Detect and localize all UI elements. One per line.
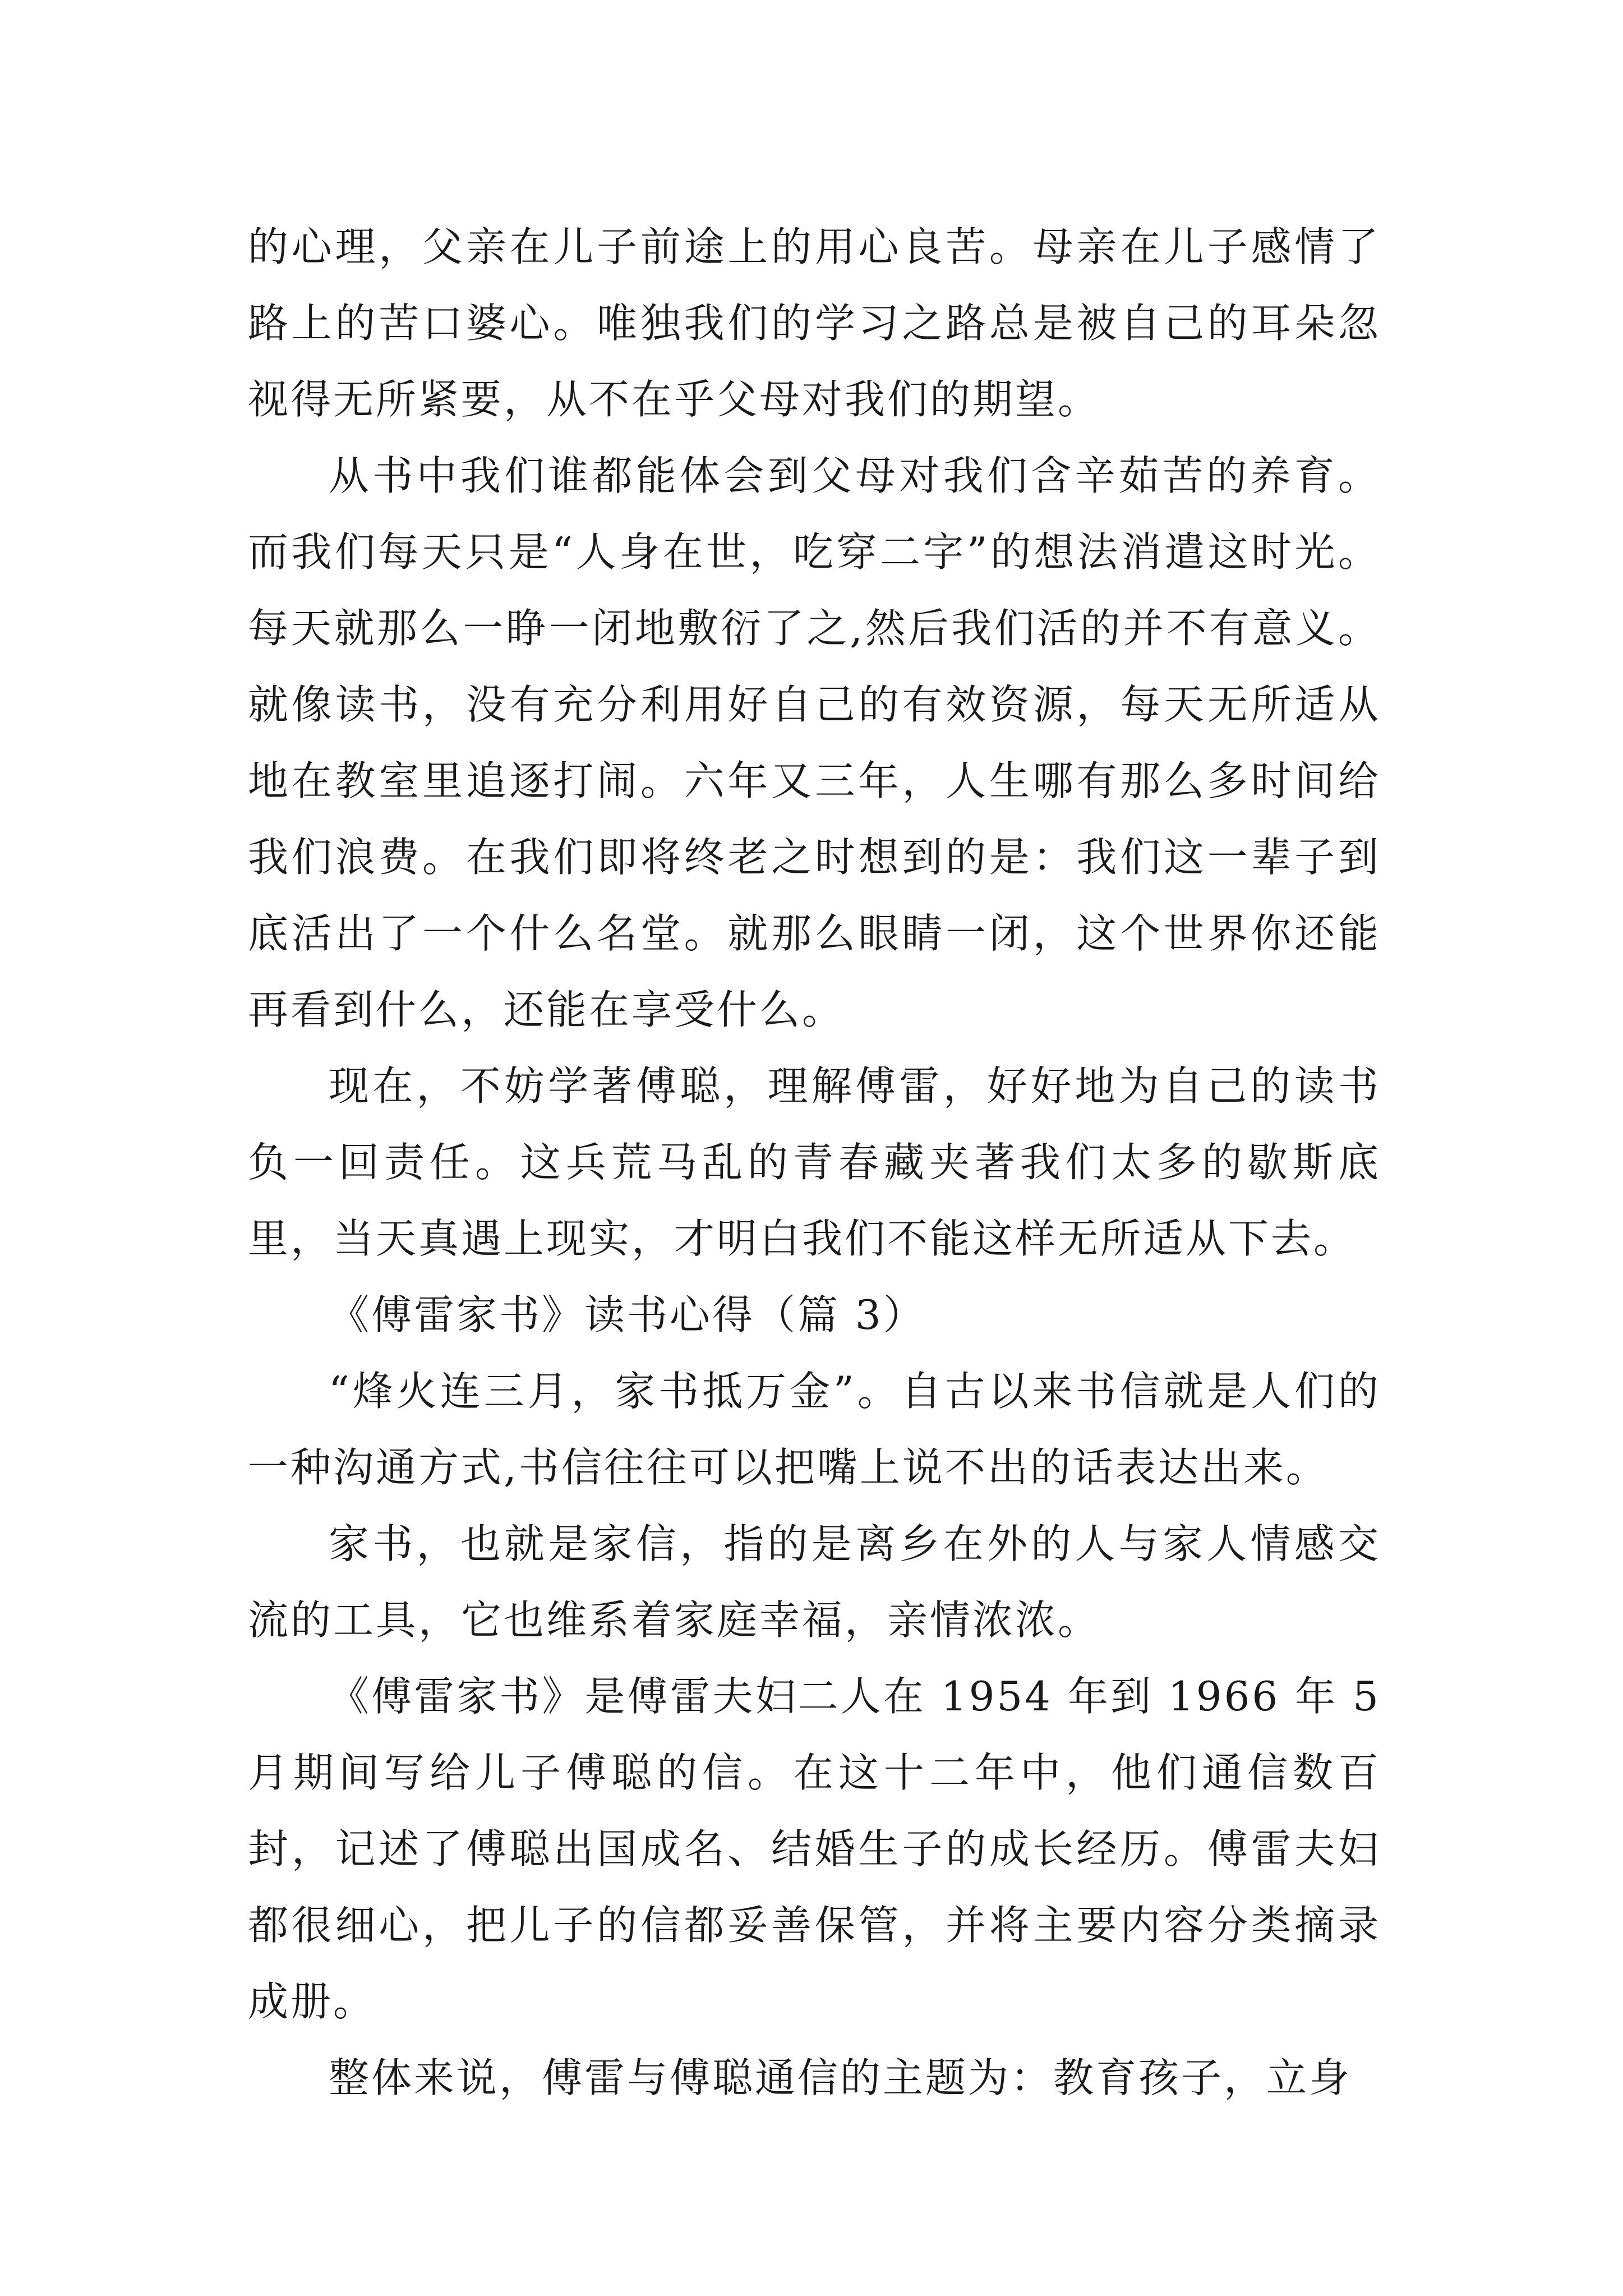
paragraph-6: 《傅雷家书》是傅雷夫妇二人在 1954 年到 1966 年 5 月期间写给儿子傅聪的信。在这十二年中，他们通信数百封，记述了傅聪出国成名、结婚生子的成长经历。傅雷夫妇都很细心，把儿子的信都妥善保管，并将主要内容分类摘录成册。 (248, 1673, 1381, 2025)
document-body (248, 209, 1381, 2116)
paragraph-4: “烽火连三月，家书抵万金”。自古以来书信就是人们的一种沟通方式,书信往往可以把嘴上说不出的话表达出来。 (248, 1368, 1381, 1491)
paragraph-5: 家书，也就是家信，指的是离乡在外的人与家人情感交流的工具，它也维系着家庭幸福，亲情浓浓。 (248, 1520, 1381, 1644)
paragraph-3: 现在，不妨学著傅聪，理解傅雷，好好地为自己的读书负一回责任。这兵荒马乱的青春藏夹著我们太多的歇斯底里，当天真遇上现实，才明白我们不能这样无所适从下去。 (248, 1062, 1381, 1262)
paragraph-7: 整体来说，傅雷与傅聪通信的主题为：教育孩子，立身 (329, 2054, 1352, 2101)
paragraph-1: 的心理，父亲在儿子前途上的用心良苦。母亲在儿子感情了路上的苦口婆心。唯独我们的学习之路总是被自己的耳朵忽视得无所紧要，从不在乎父母对我们的期望。 (248, 223, 1381, 423)
paragraph-2: 从书中我们谁都能体会到父母对我们含辛茹苦的养育。而我们每天只是“人身在世，吃穿二字”的想法消遣这时光。每天就那么一睁一闭地敷衍了之,然后我们活的并不有意义。就像读书，没有充分利用好自己的有效资源，每天无所适从地在教室里追逐打闹。六年又三年，人生哪有那么多时间给我们浪费。在我们即将终老之时想到的是：我们这一辈子到底活出了一个什么名堂。就那么眼睛一闭，这个世界你还能再看到什么，还能在享受什么。 (248, 452, 1381, 1033)
section-heading: 《傅雷家书》读书心得（篇 3） (329, 1291, 926, 1338)
